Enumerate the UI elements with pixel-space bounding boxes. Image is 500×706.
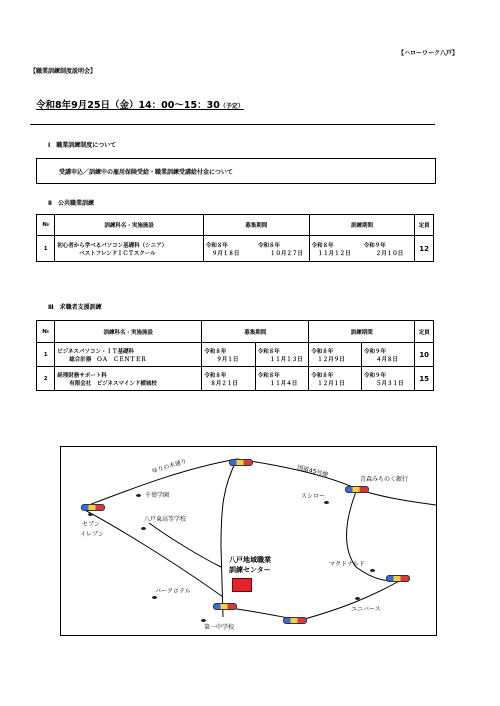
- event-datetime: [36, 97, 244, 111]
- training-start-year: 令和８年: [311, 372, 334, 379]
- training-start-year: 令和８年: [311, 348, 334, 355]
- traffic-signal-icon: [386, 575, 410, 582]
- col-no: №: [37, 215, 55, 236]
- seven-eleven-label-2: イレブン: [80, 531, 104, 538]
- hachinohe-east-hs-marker-icon: [141, 527, 146, 530]
- training-start: [309, 367, 362, 391]
- recruit-start-year: 令和８年: [204, 372, 227, 379]
- section2-heading: Ⅱ 公共職業訓練: [48, 200, 94, 207]
- row-capacity: 12: [415, 236, 434, 262]
- event-title: 【職業訓練制度説明会】: [30, 68, 97, 75]
- datetime-text: 令和8年9月25日（金）14：00～15：30: [36, 100, 220, 111]
- school-name: ベストフレンドＩＣＴスクール: [79, 250, 156, 257]
- section1-box-text: 受講申込／訓練中の雇用保険受給・職業訓練受講給付金について: [59, 169, 233, 176]
- col-recruit: 募集期間: [202, 321, 309, 343]
- datetime-note: （予定）: [219, 103, 244, 110]
- col-course: 訓練科名・実施施設: [55, 215, 204, 236]
- row-no: 2: [37, 367, 55, 391]
- traffic-signal-icon: [345, 486, 369, 493]
- table-row: [37, 367, 434, 391]
- road-label-kokudo: 国道45号線: [296, 464, 329, 479]
- table-row: [37, 343, 434, 367]
- mcdonalds-marker-icon: [370, 569, 375, 572]
- section1-heading: Ⅰ 職業訓練制度について: [48, 142, 117, 149]
- traffic-signal-icon: [229, 459, 253, 466]
- training-end-date: ２月１０日: [375, 250, 404, 257]
- recruit-end-date: １０月２７日: [269, 250, 303, 257]
- training-end: [362, 236, 415, 262]
- recruit-start: [202, 367, 255, 391]
- seven-eleven-label-1: セブン: [82, 521, 100, 528]
- training-end-year: 令和９年: [363, 348, 386, 355]
- training-end-date: ４月８日: [375, 356, 398, 363]
- training-end-year: 令和９年: [363, 242, 386, 249]
- course-name: 経理財務サポート科: [57, 372, 107, 379]
- table-row: [37, 236, 434, 262]
- row-course: [55, 236, 204, 262]
- recruit-start: [203, 236, 256, 262]
- col-course: 訓練科名・実施施設: [55, 321, 202, 343]
- seven-eleven-marker-icon: [88, 513, 93, 516]
- road-label-yurinoki: ゆりの木通り: [151, 457, 188, 476]
- training-start-date: １１月１２日: [317, 250, 351, 257]
- traffic-signal-icon: [283, 617, 307, 624]
- row-course: [55, 343, 202, 367]
- training-end: [361, 367, 414, 391]
- section3-heading: Ⅲ 求職者支援訓練: [48, 304, 102, 311]
- traffic-signal-icon: [81, 504, 105, 511]
- recruit-start-year: 令和８年: [205, 242, 228, 249]
- recruit-start-date: ８月２１日: [210, 380, 238, 387]
- support-training-table: [36, 320, 434, 391]
- training-start-date: １２月９日: [317, 356, 345, 363]
- chikyo-gakuen-label: 千葉学園: [145, 492, 170, 499]
- col-capacity: 定員: [415, 215, 434, 236]
- recruit-start-date: ９月１日: [216, 356, 239, 363]
- universe-marker-icon: [355, 597, 360, 600]
- section1-box: [36, 158, 436, 184]
- recruit-end-date: １１月４日: [269, 380, 298, 387]
- recruit-start-date: ９月１８日: [211, 250, 240, 257]
- park-hotel-label: パークホテル: [155, 588, 191, 595]
- chikyo-gakuen-marker-icon: [136, 494, 141, 497]
- col-training: 訓練期間: [309, 321, 415, 343]
- row-no: 1: [37, 343, 55, 367]
- public-training-table: [36, 214, 434, 262]
- table-header-row: [37, 215, 434, 236]
- sushiro-label: スシロー: [301, 493, 326, 500]
- training-center-label-1: 八戸地域職業: [229, 556, 271, 564]
- training-start: [309, 343, 362, 367]
- mcdonalds-label: マクドナルド: [329, 561, 365, 568]
- org-name: 【ハローワーク八戸】: [397, 50, 458, 57]
- recruit-end: [255, 343, 308, 367]
- row-capacity: 10: [415, 343, 434, 367]
- col-training: 訓練期間: [309, 215, 415, 236]
- training-center-label-2: 訓練センター: [229, 566, 271, 574]
- school-name: 総合計器 ＯＡ ＣＥＮＴＥＲ: [69, 356, 147, 363]
- hachinohe-east-hs-label: 八戸東高等学校: [144, 516, 187, 523]
- course-name: 初心者から学べるパソコン基礎科（シニア）: [57, 242, 168, 249]
- access-map: [60, 446, 437, 636]
- row-no: 1: [37, 236, 55, 262]
- header-divider: [30, 124, 435, 125]
- recruit-end-year: 令和８年: [257, 348, 280, 355]
- training-start-date: １２月１日: [317, 380, 345, 387]
- col-recruit: 募集期間: [203, 215, 309, 236]
- col-capacity: 定員: [415, 321, 434, 343]
- table-header-row: [37, 321, 434, 343]
- bank-label: 青森みちのく銀行: [360, 476, 409, 483]
- training-start-year: 令和８年: [311, 242, 334, 249]
- traffic-signal-icon: [213, 603, 237, 610]
- recruit-end-date: １１月１３日: [269, 356, 303, 363]
- recruit-end-year: 令和８年: [257, 372, 280, 379]
- recruit-start: [202, 343, 255, 367]
- training-start: [309, 236, 362, 262]
- training-end-date: ５月３１日: [375, 380, 404, 387]
- recruit-end: [256, 236, 309, 262]
- training-center-building-icon: [232, 578, 252, 592]
- recruit-start-year: 令和８年: [204, 348, 227, 355]
- row-capacity: 15: [415, 367, 434, 391]
- universe-label: ユニバース: [351, 606, 381, 613]
- junior-high-label: 第一中学校: [204, 624, 235, 631]
- recruit-end-year: 令和８年: [257, 242, 280, 249]
- sushiro-marker-icon: [324, 501, 329, 504]
- row-course: [55, 367, 202, 391]
- course-name: ビジネスパソコン・ＩＴ基礎科: [57, 348, 134, 355]
- training-end: [361, 343, 414, 367]
- col-no: №: [37, 321, 55, 343]
- school-name: 有限会社 ビジネスマインド横城校: [69, 380, 157, 387]
- training-end-year: 令和９年: [363, 372, 386, 379]
- park-hotel-marker-icon: [152, 596, 157, 599]
- recruit-end: [255, 367, 308, 391]
